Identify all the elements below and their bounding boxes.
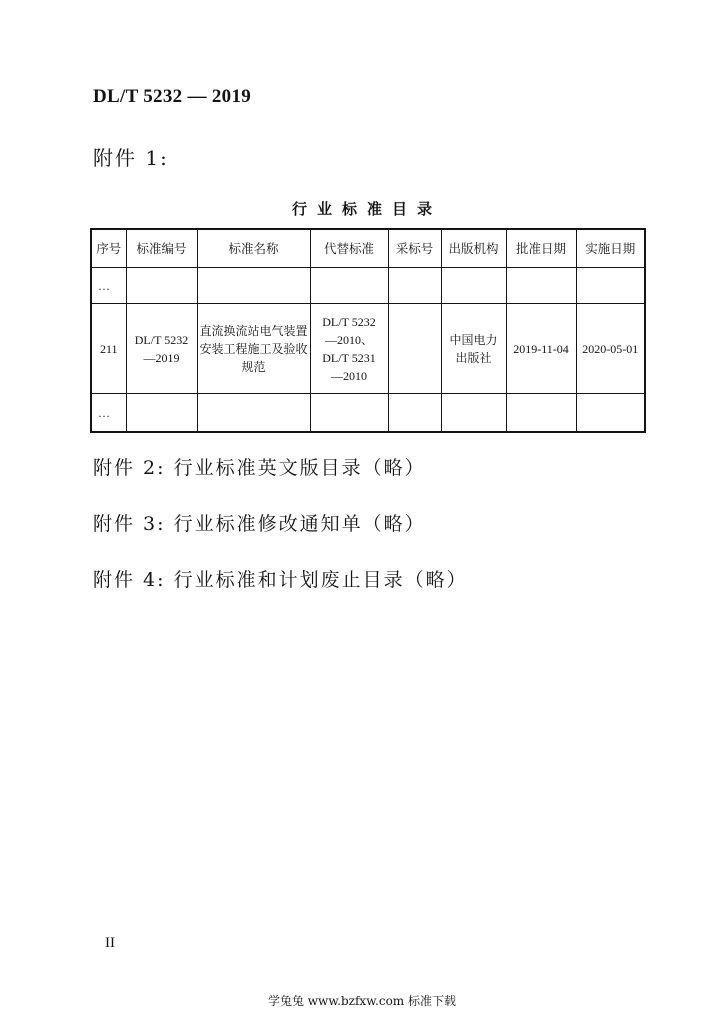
footer-watermark: 学兔兔 www.bzfxw.com 标准下载 — [267, 994, 457, 1008]
replaces-line-3: DL/T 5231 — [322, 350, 376, 365]
replaces-cell — [310, 304, 388, 394]
ellipsis-cell: … — [91, 268, 126, 304]
publisher-cell — [441, 304, 506, 394]
column-header-seq: 序号 — [91, 229, 126, 268]
annex-1-label: 附件 1: — [93, 146, 169, 170]
column-header-effective: 实施日期 — [576, 229, 645, 268]
publisher-line-2: 出版社 — [455, 350, 492, 365]
catalog-table-title: 行业标准目录 — [291, 200, 442, 218]
table-row-ellipsis-bottom — [91, 394, 645, 433]
seq-cell: 211 — [91, 304, 126, 394]
replaces-line-1: DL/T 5232 — [322, 314, 376, 329]
annex-3-line: 附件 3: 行业标准修改通知单（略） — [93, 513, 426, 535]
table-row — [91, 304, 645, 394]
standard-name-cell: 直流换流站电气装置安装工程施工及验收规范 — [197, 304, 310, 394]
ellipsis-cell: … — [91, 394, 126, 433]
effective-date-cell: 2020-05-01 — [576, 304, 645, 394]
column-header-publisher: 出版机构 — [441, 229, 506, 268]
standards-catalog-table — [90, 228, 646, 433]
publisher-line-1: 中国电力 — [449, 332, 498, 347]
page-number: II — [105, 935, 115, 951]
column-header-approved: 批准日期 — [506, 229, 576, 268]
table-header-row — [91, 229, 645, 268]
adopted-cell — [388, 304, 441, 394]
table-row-ellipsis-top — [91, 268, 645, 304]
annex-2-line: 附件 2: 行业标准英文版目录（略） — [93, 457, 426, 479]
annex-4-line: 附件 4: 行业标准和计划废止目录（略） — [93, 569, 468, 591]
column-header-replaces: 代替标准 — [310, 229, 388, 268]
approved-date-cell: 2019-11-04 — [506, 304, 576, 394]
code-cell — [126, 304, 197, 394]
column-header-name: 标准名称 — [197, 229, 310, 268]
standard-code-header: DL/T 5232 — 2019 — [93, 86, 252, 107]
column-header-code: 标准编号 — [126, 229, 197, 268]
code-line-2: —2019 — [143, 350, 180, 365]
replaces-line-2: —2010、 — [324, 332, 373, 347]
column-header-adopted: 采标号 — [388, 229, 441, 268]
code-line-1: DL/T 5232 — [134, 332, 189, 347]
replaces-line-4: —2010 — [331, 368, 367, 383]
